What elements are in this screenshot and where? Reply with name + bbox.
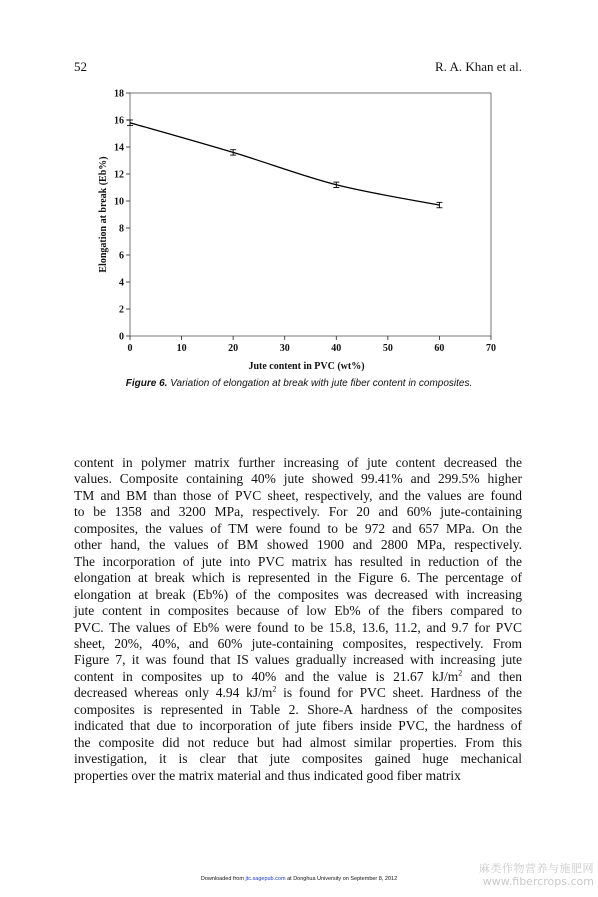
body-line: values. Composite containing 40% jute showed 99.41% and 299.5% higher <box>74 471 522 487</box>
elongation-chart <box>0 0 598 380</box>
y-tick-label: 0 <box>119 331 124 343</box>
y-tick-label: 14 <box>114 142 124 154</box>
watermark-line: 麻类作物营养与施肥网 <box>479 862 594 875</box>
body-line: elongation at break which is represented in the Figure 6. The percentage of <box>74 570 522 586</box>
y-tick-label: 16 <box>114 115 124 127</box>
x-tick-label: 40 <box>331 343 342 354</box>
x-tick-label: 0 <box>127 343 133 354</box>
body-line-segment: content in composites up to 40% and the value is 21.67 kJ/m <box>74 668 459 684</box>
x-tick-label: 50 <box>382 343 393 354</box>
y-tick-label: 4 <box>119 277 124 289</box>
x-tick-label: 10 <box>176 343 187 354</box>
body-line: PVC. The values of Eb% were found to be 15.8, 13.6, 11.2, and 9.7 for PVC <box>74 619 522 635</box>
body-line-segment: is found for PVC sheet. Hardness of the <box>276 685 522 701</box>
running-head: R. A. Khan et al. <box>434 59 522 74</box>
body-text <box>74 455 522 784</box>
body-line-segment: decreased whereas only 4.94 kJ/m <box>74 685 273 701</box>
body-line <box>74 669 522 685</box>
body-line-segment: and then <box>462 668 522 684</box>
figure-caption-label: Figure 6. <box>125 378 168 389</box>
body-line: content in polymer matrix further increasing of jute content decreased the <box>74 455 522 470</box>
body-line: the composite did not reduce but had almost similar properties. From this <box>74 734 522 750</box>
y-tick-label: 12 <box>114 169 124 181</box>
series-line <box>130 123 439 205</box>
body-line: The incorporation of jute into PVC matrix has resulted in reduction of the <box>74 553 522 569</box>
plot-frame <box>130 93 491 336</box>
footer-suffix: at Donghua University on September 8, 2012 <box>285 876 398 882</box>
body-line: TM and BM than those of PVC sheet, respectively, and the values are found <box>74 487 522 503</box>
plot-area <box>98 89 496 373</box>
x-tick-label: 30 <box>279 343 290 354</box>
body-line: to be 1358 and 3200 MPa, respectively. For 20 and 60% jute-containing <box>74 504 522 520</box>
y-tick-label: 8 <box>119 223 124 235</box>
footer-link[interactable]: jtc.sagepub.com <box>245 876 286 882</box>
figure-caption <box>0 378 598 389</box>
body-line: indicated that due to incorporation of jute fibers inside PVC, the hardness of <box>74 718 522 734</box>
x-tick-label: 70 <box>486 343 496 354</box>
y-axis-title: Elongation at break (Eb%) <box>98 156 109 273</box>
x-axis-title: Jute content in PVC (wt%) <box>248 361 365 372</box>
body-line: sheet, 20%, 40%, and 60% jute-containing composites, respectively. From <box>74 635 522 651</box>
body-line: composites, the values of TM were found to be 972 and 657 MPa. On the <box>74 520 522 536</box>
page-number: 52 <box>74 59 87 74</box>
body-line: jute content in composites because of low Eb% of the fibers compared to <box>74 603 522 619</box>
watermark <box>479 862 594 888</box>
body-line: other hand, the values of BM showed 1900 and 2800 MPa, respectively. <box>74 537 522 553</box>
x-tick-label: 20 <box>228 343 239 354</box>
y-tick-label: 2 <box>119 304 124 316</box>
superscript: 2 <box>458 668 463 678</box>
body-line: properties over the matrix material and thus indicated good fiber matrix <box>74 767 461 783</box>
x-tick-label: 60 <box>434 343 445 354</box>
body-line: elongation at break (Eb%) of the composites was decreased with increasing <box>74 586 522 602</box>
y-tick-label: 18 <box>114 88 124 100</box>
footer-prefix: Downloaded from <box>200 876 246 882</box>
superscript: 2 <box>272 684 277 694</box>
body-line: composites is represented in Table 2. Shore-A hardness of the composites <box>74 701 522 717</box>
y-tick-label: 10 <box>114 196 124 208</box>
watermark-url: www.fibercrops.com <box>482 875 594 888</box>
y-tick-label: 6 <box>119 250 124 262</box>
figure-caption-text: Variation of elongation at break with jute fiber content in composites. <box>170 378 473 389</box>
body-line: Figure 7, it was found that IS values gradually increased with increasing jute <box>74 652 522 668</box>
body-line: investigation, it is clear that jute composites gained huge mechanical <box>74 751 522 767</box>
body-line <box>74 685 522 701</box>
